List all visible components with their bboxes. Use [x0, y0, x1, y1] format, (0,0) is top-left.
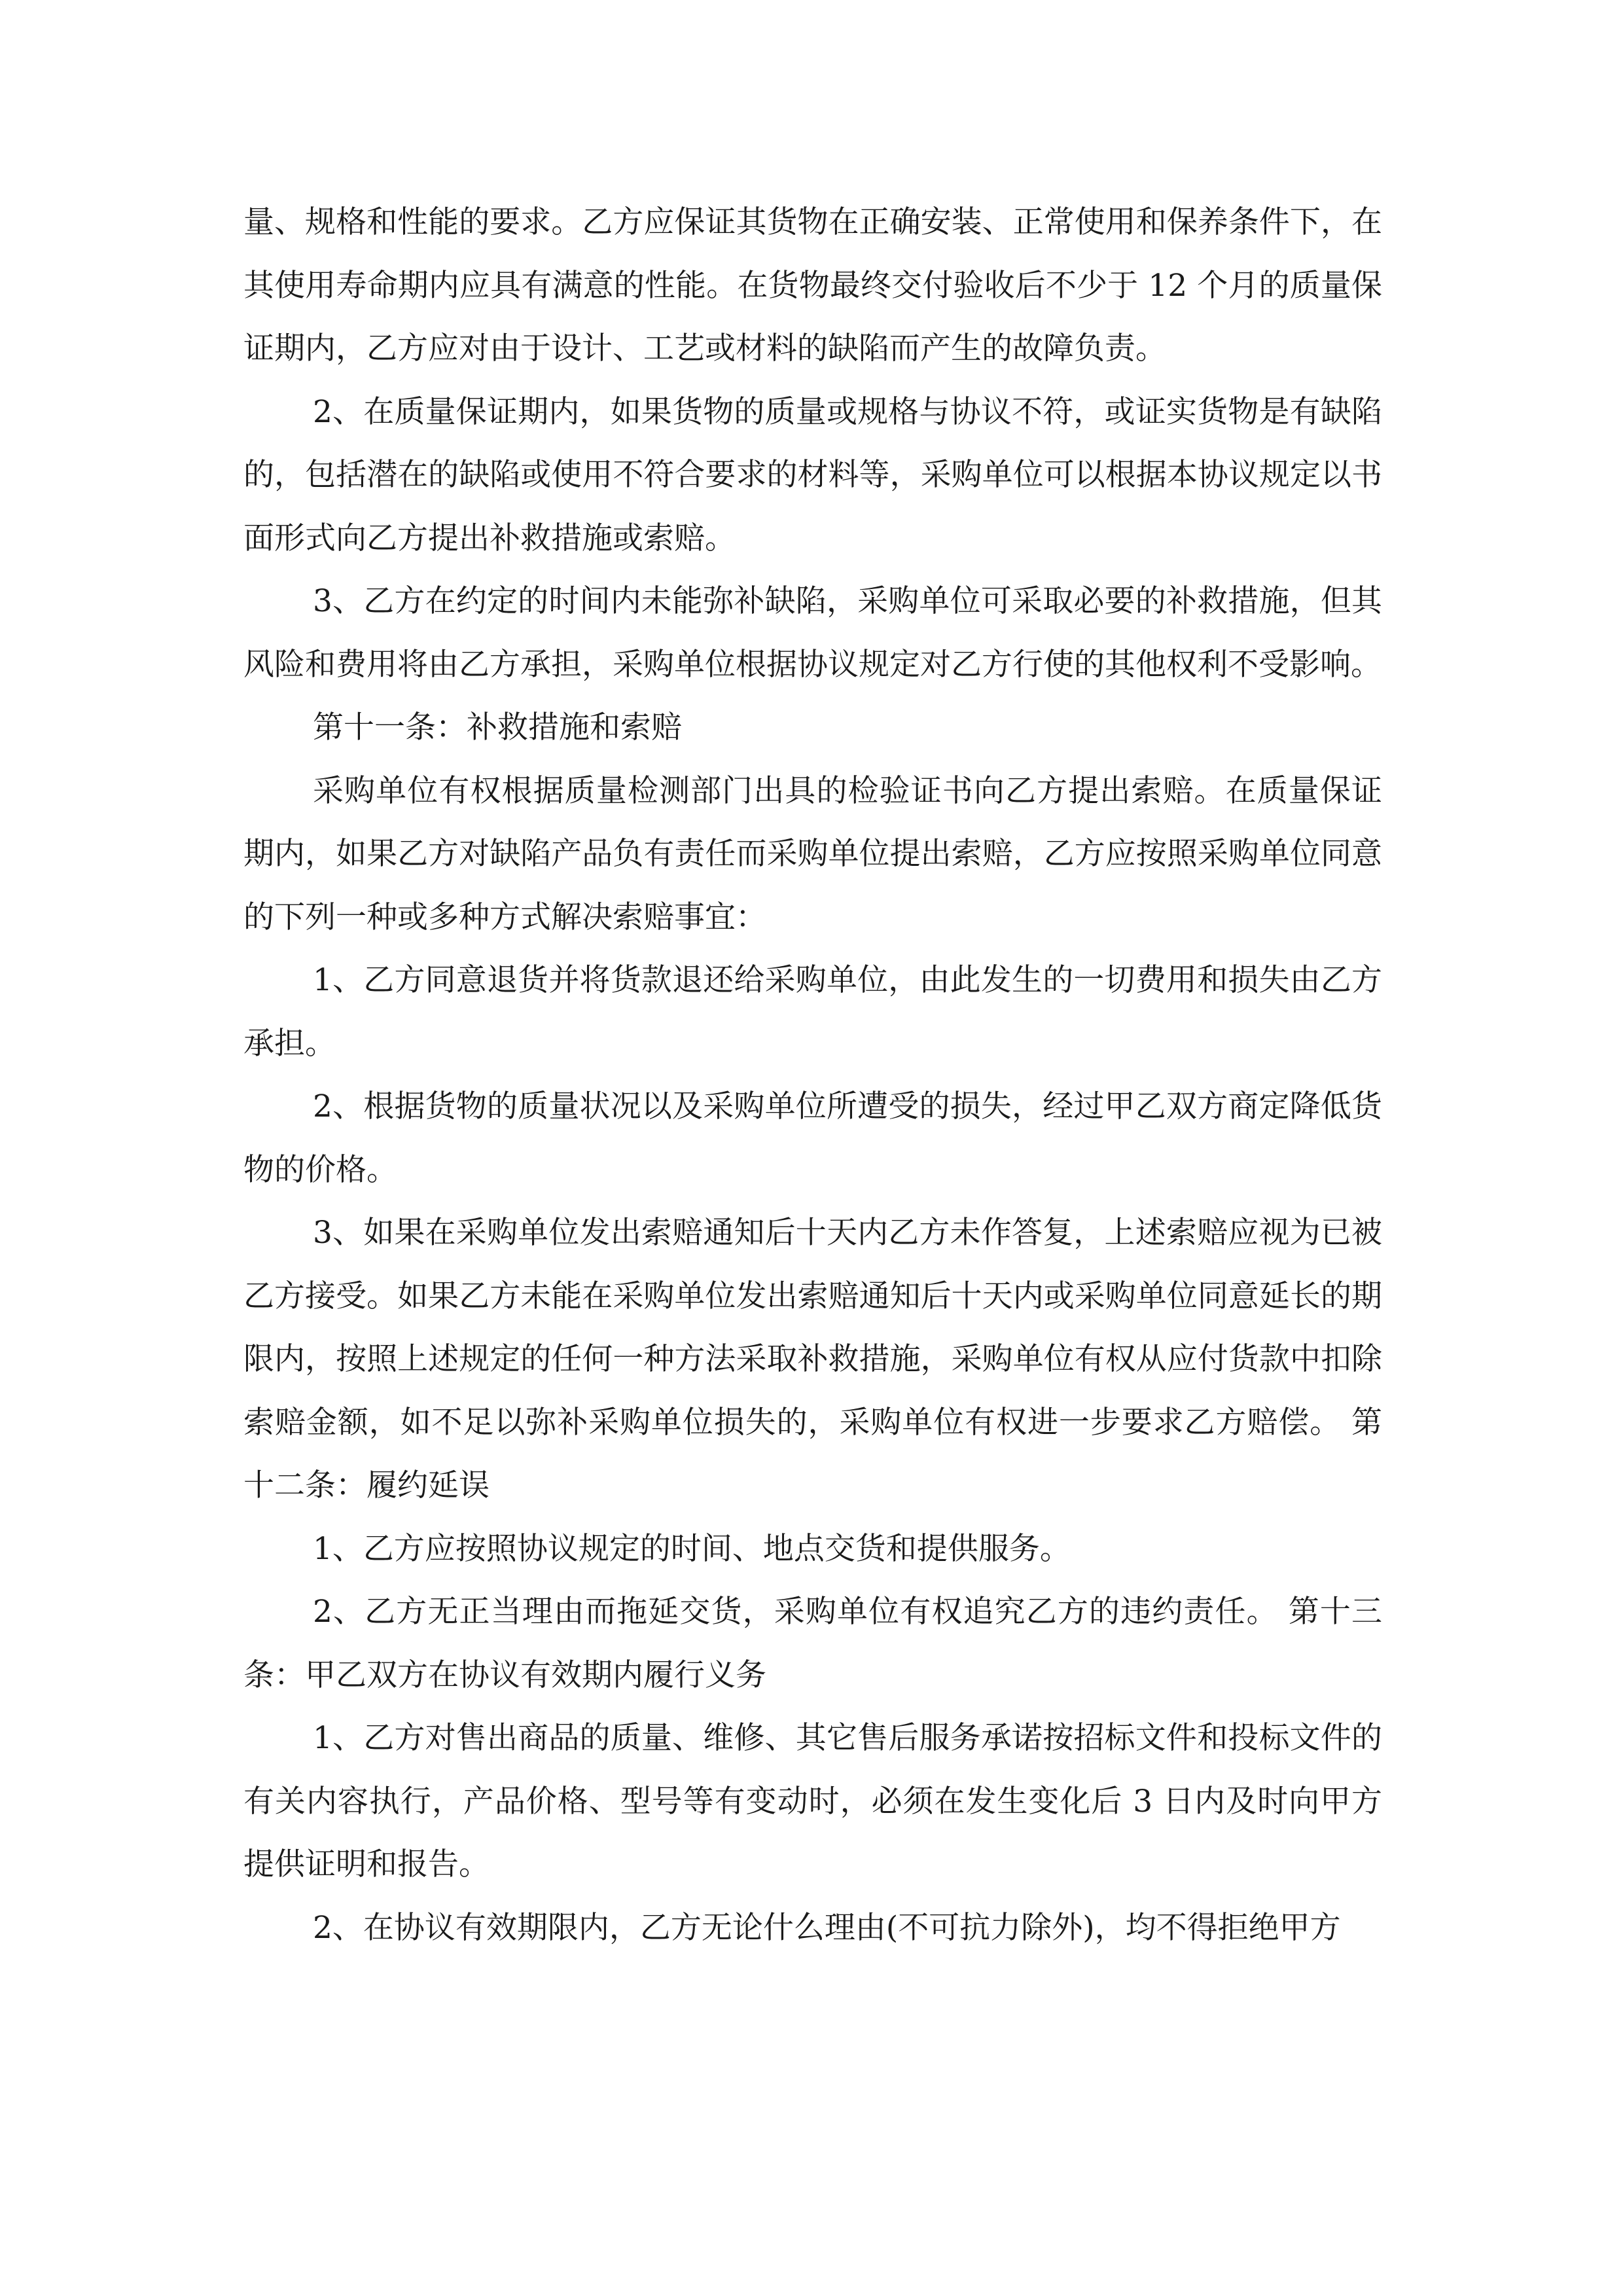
- paragraph-obligation-clause-2: 2、在协议有效期限内，乙方无论什么理由(不可抗力除外)，均不得拒绝甲方: [313, 1909, 1341, 1946]
- paragraph-obligation-clause-1: 1、乙方对售出商品的质量、维修、其它售后服务承诺按招标文件和投标文件的有关内容执行，产品价格、型号等有变动时，必须在发生变化后 3 日内及时向甲方提供证明和报告。: [243, 1720, 1382, 1882]
- paragraph-delivery-clause-1: 1、乙方应按照协议规定的时间、地点交货和提供服务。: [313, 1530, 1071, 1567]
- paragraph-claim-option-1: 1、乙方同意退货并将货款退还给采购单位，由此发生的一切费用和损失由乙方承担。: [243, 962, 1382, 1062]
- paragraph-clause-2-warranty: 2、在质量保证期内，如果货物的质量或规格与协议不符，或证实货物是有缺陷的，包括潜在的缺陷或使用不符合要求的材料等，采购单位可以根据本协议规定以书面形式向乙方提出补救措施或索赔。: [243, 393, 1382, 556]
- paragraph-claim-option-2: 2、根据货物的质量状况以及采购单位所遭受的损失，经过甲乙双方商定降低货物的价格。: [243, 1088, 1382, 1188]
- section-heading-article-11: 第十一条：补救措施和索赔: [313, 709, 682, 745]
- paragraph-clause-3-remedy: 3、乙方在约定的时间内未能弥补缺陷，采购单位可采取必要的补救措施，但其风险和费用将由乙方承担，采购单位根据协议规定对乙方行使的其他权利不受影响。: [243, 583, 1382, 683]
- paragraph-claim-option-3: 3、如果在采购单位发出索赔通知后十天内乙方未作答复，上述索赔应视为已被乙方接受。如果乙方未能在采购单位发出索赔通知后十天内或采购单位同意延长的期限内，按照上述规定的任何一种方法采取补救措施，采购单位有权从应付货款中扣除索赔金额，如不足以弥补采购单位损失的，采购单位有权进一步要求乙方赔偿。 第十二条：履约延误: [243, 1215, 1382, 1503]
- document-body: [243, 191, 1382, 1960]
- paragraph-claims-intro: 采购单位有权根据质量检测部门出具的检验证书向乙方提出索赔。在质量保证期内，如果乙方对缺陷产品负有责任而采购单位提出索赔，乙方应按照采购单位同意的下列一种或多种方式解决索赔事宜：: [243, 772, 1382, 935]
- paragraph-quality-requirements: 量、规格和性能的要求。乙方应保证其货物在正确安装、正常使用和保养条件下，在其使用寿命期内应具有满意的性能。在货物最终交付验收后不少于 12 个月的质量保证期内，乙方应对由于设计、工艺或材料的缺陷而产生的故障负责。: [243, 204, 1382, 367]
- paragraph-delivery-clause-2: 2、乙方无正当理由而拖延交货，采购单位有权追究乙方的违约责任。 第十三条：甲乙双方在协议有效期内履行义务: [243, 1594, 1382, 1693]
